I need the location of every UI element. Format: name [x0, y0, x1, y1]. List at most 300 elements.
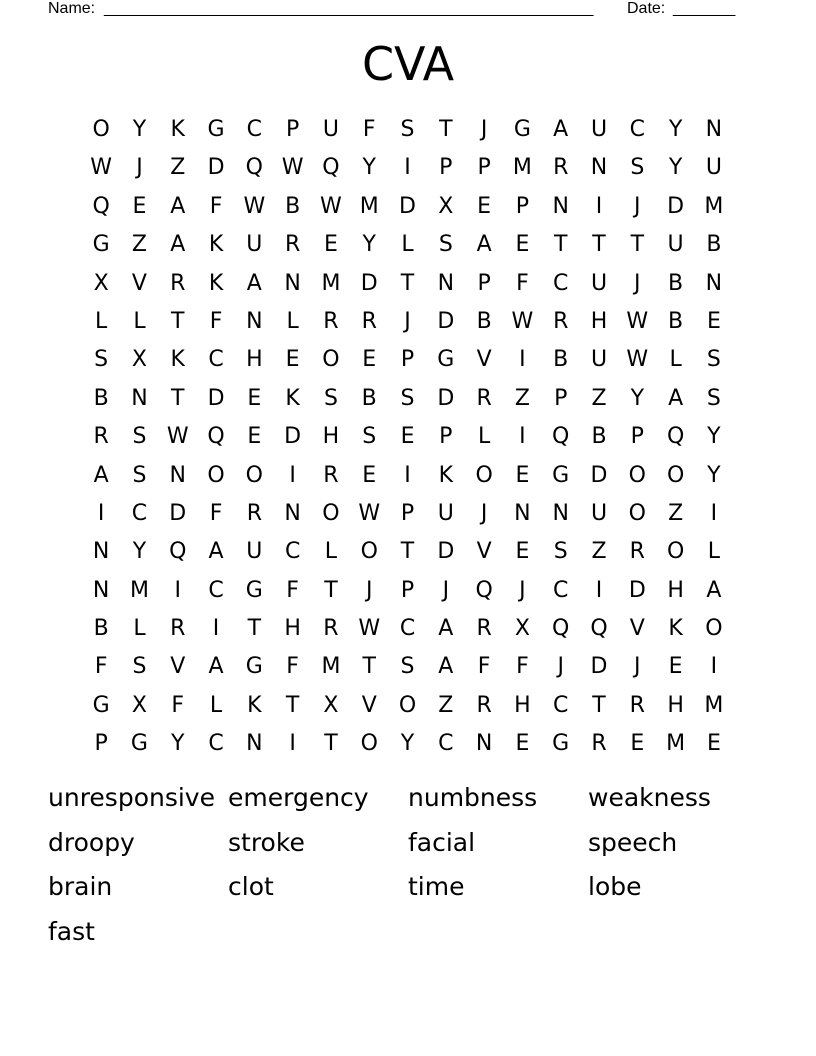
grid-letter: T: [247, 616, 262, 642]
grid-letter: C: [438, 731, 454, 757]
grid-letter: V: [629, 616, 645, 642]
grid-letter: Z: [668, 500, 684, 526]
grid-row: [82, 495, 734, 533]
word-bank-item: time: [408, 872, 465, 901]
grid-letter: H: [667, 577, 684, 603]
grid-letter: F: [362, 117, 376, 142]
word-bank-item: fast: [48, 916, 95, 946]
grid-letter: M: [704, 692, 724, 718]
grid-letter: B: [361, 385, 377, 411]
grid-letter: R: [476, 385, 492, 411]
grid-letter: O: [322, 347, 340, 373]
grid-letter: J: [442, 577, 450, 603]
grid-letter: P: [400, 347, 415, 373]
grid-letter: E: [362, 462, 377, 488]
grid-letter: E: [668, 654, 683, 680]
grid-letter: Y: [132, 117, 147, 142]
grid-letter: O: [92, 117, 110, 142]
grid-letter: T: [439, 117, 453, 142]
grid-letter: G: [552, 462, 570, 488]
grid-letter: T: [630, 232, 645, 258]
grid-letter: B: [668, 270, 684, 296]
page-title: CVA: [361, 37, 455, 91]
grid-letter: E: [515, 232, 530, 258]
grid-letter: X: [323, 692, 339, 718]
grid-letter: U: [590, 270, 608, 296]
grid-letter: W: [281, 155, 304, 181]
grid-letter: C: [553, 270, 569, 296]
grid-row: [82, 380, 734, 418]
word-bank-item: numbness: [408, 783, 538, 812]
grid-letter: R: [629, 539, 645, 565]
grid-letter: T: [592, 692, 606, 718]
grid-letter: Y: [400, 731, 415, 757]
grid-letter: B: [93, 385, 109, 411]
grid-letter: I: [174, 577, 181, 603]
grid-row: [82, 149, 734, 187]
grid-letter: J: [519, 577, 526, 603]
grid-letter: D: [590, 654, 608, 680]
grid-letter: Q: [207, 424, 225, 450]
grid-letter: P: [94, 731, 108, 757]
grid-letter: I: [404, 155, 411, 181]
grid-letter: T: [362, 654, 376, 680]
grid-letter: Y: [707, 424, 721, 450]
grid-letter: K: [170, 347, 185, 373]
grid-letter: W: [358, 500, 381, 526]
grid-letter: O: [322, 500, 340, 526]
grid-letter: W: [90, 155, 113, 181]
grid-letter: C: [131, 500, 148, 526]
grid-letter: L: [707, 539, 721, 565]
grid-letter: W: [626, 308, 649, 334]
grid-letter: G: [245, 577, 263, 603]
grid-letter: J: [404, 308, 411, 334]
grid-letter: I: [519, 347, 526, 373]
grid-row: [82, 226, 734, 264]
grid-letter: N: [92, 577, 110, 603]
grid-letter: U: [590, 347, 608, 373]
word-bank-item: lobe: [588, 872, 642, 901]
grid-letter: A: [208, 654, 224, 680]
grid-letter: R: [323, 462, 339, 488]
name-field-line: _______________________________________________________: [104, 0, 594, 17]
grid-letter: F: [209, 193, 223, 219]
grid-letter: T: [285, 692, 300, 718]
grid-letter: K: [208, 270, 224, 296]
grid-row: [82, 457, 734, 495]
grid-letter: G: [92, 232, 110, 258]
grid-letter: Z: [170, 155, 186, 181]
word-bank-item: weakness: [588, 783, 711, 812]
grid-letter: Q: [552, 424, 570, 450]
grid-letter: T: [553, 232, 568, 258]
grid-letter: U: [322, 117, 339, 142]
grid-row: [82, 648, 734, 686]
grid-letter: I: [289, 731, 296, 757]
grid-letter: T: [171, 385, 185, 411]
grid-letter: P: [630, 424, 644, 450]
grid-letter: E: [515, 462, 530, 488]
grid-letter: K: [285, 385, 300, 411]
word-bank: [48, 780, 768, 958]
grid-letter: S: [706, 385, 721, 411]
grid-letter: A: [170, 193, 186, 219]
word-bank-item: emergency: [228, 783, 369, 812]
grid-letter: Z: [131, 232, 147, 258]
grid-letter: S: [438, 232, 453, 258]
grid-letter: O: [628, 462, 646, 488]
grid-letter: E: [323, 232, 338, 258]
grid-letter: Y: [707, 462, 721, 488]
grid-letter: N: [475, 731, 493, 757]
grid-letter: D: [437, 308, 455, 334]
grid-letter: D: [284, 424, 302, 450]
grid-letter: N: [705, 270, 723, 296]
grid-letter: S: [132, 654, 147, 680]
grid-letter: U: [437, 500, 454, 526]
grid-row: [82, 188, 734, 226]
letter-grid: [82, 111, 734, 764]
grid-letter: A: [553, 117, 569, 142]
grid-letter: S: [132, 462, 147, 488]
grid-letter: S: [132, 424, 147, 450]
grid-letter: D: [360, 270, 378, 296]
word-bank-item: speech: [588, 827, 678, 857]
grid-letter: I: [97, 500, 105, 526]
grid-letter: F: [94, 654, 108, 680]
grid-letter: L: [401, 232, 414, 258]
grid-letter: I: [710, 500, 718, 526]
grid-letter: A: [246, 270, 262, 296]
grid-letter: K: [208, 232, 224, 258]
grid-letter: V: [476, 347, 492, 373]
grid-letter: G: [437, 347, 455, 373]
grid-letter: I: [212, 616, 220, 642]
grid-letter: D: [437, 385, 455, 411]
grid-letter: U: [246, 539, 263, 565]
grid-letter: B: [706, 232, 722, 258]
grid-letter: J: [634, 193, 641, 219]
grid-letter: A: [438, 654, 454, 680]
grid-letter: D: [169, 500, 187, 526]
grid-letter: R: [323, 308, 339, 334]
grid-letter: I: [289, 462, 296, 488]
grid-letter: E: [515, 731, 530, 757]
grid-letter: N: [131, 385, 148, 411]
grid-letter: H: [590, 308, 608, 334]
grid-letter: G: [130, 731, 148, 757]
grid-letter: N: [552, 500, 569, 526]
grid-letter: A: [208, 539, 224, 565]
grid-letter: G: [207, 117, 225, 142]
grid-letter: V: [131, 270, 147, 296]
grid-letter: F: [209, 500, 223, 526]
grid-letter: W: [166, 424, 189, 450]
grid-letter: F: [171, 692, 185, 718]
word-bank-item: facial: [408, 827, 476, 857]
grid-letter: A: [476, 232, 492, 258]
grid-letter: C: [208, 577, 224, 603]
grid-letter: P: [515, 193, 530, 219]
grid-row: [82, 610, 734, 648]
grid-letter: T: [592, 232, 606, 258]
grid-letter: B: [553, 347, 569, 373]
grid-letter: T: [324, 577, 338, 603]
grid-letter: H: [514, 692, 531, 718]
grid-letter: Q: [475, 577, 493, 603]
grid-letter: N: [284, 500, 301, 526]
grid-letter: Q: [92, 193, 110, 219]
grid-letter: V: [361, 692, 377, 718]
grid-letter: U: [590, 117, 608, 142]
grid-letter: Q: [590, 616, 608, 642]
grid-letter: R: [93, 424, 109, 450]
grid-letter: E: [362, 347, 377, 373]
grid-letter: J: [365, 577, 373, 603]
grid-letter: B: [591, 424, 607, 450]
grid-letter: R: [170, 270, 186, 296]
grid-letter: D: [590, 462, 608, 488]
grid-letter: Z: [514, 385, 530, 411]
grid-letter: J: [557, 654, 564, 680]
grid-letter: I: [595, 577, 603, 603]
grid-letter: M: [129, 577, 149, 603]
grid-letter: C: [399, 616, 416, 642]
grid-letter: Y: [132, 539, 147, 565]
grid-letter: S: [630, 155, 645, 181]
name-label: Name:: [48, 0, 96, 17]
grid-letter: W: [358, 616, 381, 642]
grid-letter: L: [209, 692, 223, 718]
header: [0, 0, 816, 22]
grid-letter: I: [404, 462, 411, 488]
word-bank-item: unresponsive: [48, 783, 215, 812]
grid-letter: O: [360, 731, 378, 757]
grid-letter: V: [476, 539, 492, 565]
grid-letter: N: [246, 308, 263, 334]
grid-letter: H: [667, 692, 684, 718]
grid-letter: T: [171, 308, 185, 334]
grid-letter: T: [400, 539, 415, 565]
grid-letter: R: [553, 308, 569, 334]
grid-row: [82, 303, 734, 341]
grid-letter: E: [247, 385, 262, 411]
grid-letter: R: [170, 616, 186, 642]
grid-letter: G: [552, 731, 570, 757]
grid-letter: E: [706, 308, 721, 334]
grid-letter: W: [626, 347, 649, 373]
grid-letter: M: [321, 654, 341, 680]
grid-letter: Q: [322, 155, 340, 181]
grid-letter: E: [515, 539, 530, 565]
grid-letter: L: [133, 616, 146, 642]
grid-letter: E: [247, 424, 262, 450]
grid-letter: X: [131, 692, 147, 718]
grid-letter: C: [284, 539, 301, 565]
grid-letter: P: [477, 270, 491, 296]
grid-letter: O: [475, 462, 493, 488]
grid-letter: N: [284, 270, 301, 296]
grid-letter: O: [666, 539, 685, 565]
grid-letter: O: [398, 692, 417, 718]
grid-letter: P: [400, 500, 415, 526]
grid-letter: I: [595, 193, 603, 219]
grid-row: [82, 572, 734, 610]
grid-letter: E: [706, 731, 721, 757]
grid-letter: D: [207, 385, 225, 411]
grid-letter: E: [132, 193, 147, 219]
grid-letter: C: [208, 731, 224, 757]
word-bank-item: droopy: [48, 827, 135, 857]
grid-letter: N: [590, 155, 608, 181]
grid-row: [82, 265, 734, 303]
grid-letter: A: [438, 616, 454, 642]
grid-letter: W: [320, 193, 342, 219]
grid-letter: B: [668, 308, 684, 334]
grid-letter: X: [93, 270, 109, 296]
grid-letter: Q: [666, 424, 685, 450]
grid-letter: X: [438, 193, 454, 219]
grid-letter: N: [169, 462, 186, 488]
grid-letter: E: [630, 731, 645, 757]
grid-letter: Y: [630, 385, 645, 411]
grid-letter: R: [476, 692, 492, 718]
grid-letter: N: [552, 193, 569, 219]
word-bank-item: stroke: [228, 827, 305, 857]
grid-row: [82, 687, 734, 725]
grid-letter: I: [710, 654, 718, 680]
grid-letter: P: [554, 385, 568, 411]
grid-letter: P: [400, 577, 415, 603]
word-bank-item: clot: [228, 872, 274, 901]
grid-letter: U: [667, 232, 684, 258]
grid-letter: L: [95, 308, 108, 334]
grid-letter: C: [553, 692, 569, 718]
word-bank-item: brain: [48, 872, 113, 901]
grid-letter: O: [705, 616, 723, 642]
grid-letter: J: [136, 155, 143, 181]
grid-letter: P: [439, 424, 453, 450]
grid-row: [82, 533, 734, 571]
grid-letter: R: [553, 155, 569, 181]
grid-letter: Q: [552, 616, 570, 642]
grid-letter: J: [480, 500, 488, 526]
grid-letter: C: [553, 577, 569, 603]
grid-letter: Q: [245, 155, 263, 181]
grid-letter: S: [362, 424, 377, 450]
grid-letter: Y: [362, 232, 376, 258]
grid-letter: Y: [362, 155, 376, 181]
grid-letter: F: [477, 654, 491, 680]
grid-letter: N: [705, 117, 723, 142]
grid-letter: H: [246, 347, 263, 373]
date-label: Date:: [627, 0, 666, 17]
grid-letter: Z: [591, 539, 607, 565]
grid-letter: T: [324, 731, 338, 757]
grid-letter: F: [286, 577, 299, 603]
grid-letter: O: [207, 462, 225, 488]
grid-letter: L: [324, 539, 338, 565]
grid-letter: X: [131, 347, 147, 373]
grid-letter: L: [286, 308, 299, 334]
grid-letter: S: [94, 347, 109, 373]
grid-letter: Z: [591, 385, 607, 411]
grid-row: [82, 418, 734, 456]
grid-letter: J: [634, 270, 641, 296]
grid-letter: U: [246, 232, 263, 258]
grid-letter: D: [667, 193, 685, 219]
grid-letter: B: [285, 193, 301, 219]
grid-letter: N: [92, 539, 110, 565]
grid-letter: S: [323, 385, 338, 411]
grid-letter: M: [666, 731, 686, 757]
grid-letter: A: [668, 385, 684, 411]
grid-letter: A: [170, 232, 186, 258]
grid-letter: L: [669, 347, 682, 373]
grid-row: [82, 341, 734, 379]
grid-letter: D: [207, 155, 225, 181]
grid-letter: U: [590, 500, 608, 526]
grid-letter: K: [438, 462, 454, 488]
grid-letter: Y: [668, 155, 683, 181]
grid-letter: Q: [169, 539, 187, 565]
grid-letter: D: [437, 539, 455, 565]
grid-letter: F: [209, 308, 223, 334]
grid-row: [82, 111, 734, 149]
grid-letter: J: [480, 117, 488, 142]
grid-letter: F: [516, 270, 529, 296]
grid-letter: C: [208, 347, 224, 373]
grid-letter: Z: [438, 692, 454, 718]
grid-letter: F: [516, 654, 529, 680]
grid-letter: H: [322, 424, 340, 450]
grid-letter: D: [399, 193, 416, 219]
grid-letter: R: [629, 692, 645, 718]
grid-letter: K: [668, 616, 683, 642]
grid-letter: M: [704, 193, 724, 219]
grid-letter: E: [477, 193, 492, 219]
grid-letter: C: [629, 117, 645, 142]
grid-letter: C: [246, 117, 263, 142]
grid-letter: S: [706, 347, 721, 373]
grid-letter: P: [439, 155, 453, 181]
grid-letter: M: [321, 270, 341, 296]
grid-letter: D: [628, 577, 646, 603]
grid-letter: U: [705, 155, 722, 181]
grid-letter: S: [400, 654, 415, 680]
grid-letter: Y: [668, 117, 683, 142]
grid-letter: T: [400, 270, 415, 296]
grid-letter: S: [400, 117, 415, 142]
grid-letter: H: [284, 616, 301, 642]
grid-letter: X: [514, 616, 530, 642]
grid-row: [82, 725, 734, 763]
grid-letter: Y: [171, 731, 185, 757]
date-field-line: _______: [673, 0, 736, 17]
grid-letter: E: [285, 347, 300, 373]
grid-letter: R: [323, 616, 339, 642]
grid-letter: P: [477, 155, 491, 181]
grid-letter: R: [246, 500, 262, 526]
grid-letter: O: [666, 462, 685, 488]
grid-letter: N: [437, 270, 455, 296]
grid-letter: K: [247, 692, 262, 718]
grid-letter: A: [706, 577, 722, 603]
grid-letter: L: [133, 308, 146, 334]
grid-letter: S: [400, 385, 415, 411]
grid-letter: R: [361, 308, 377, 334]
